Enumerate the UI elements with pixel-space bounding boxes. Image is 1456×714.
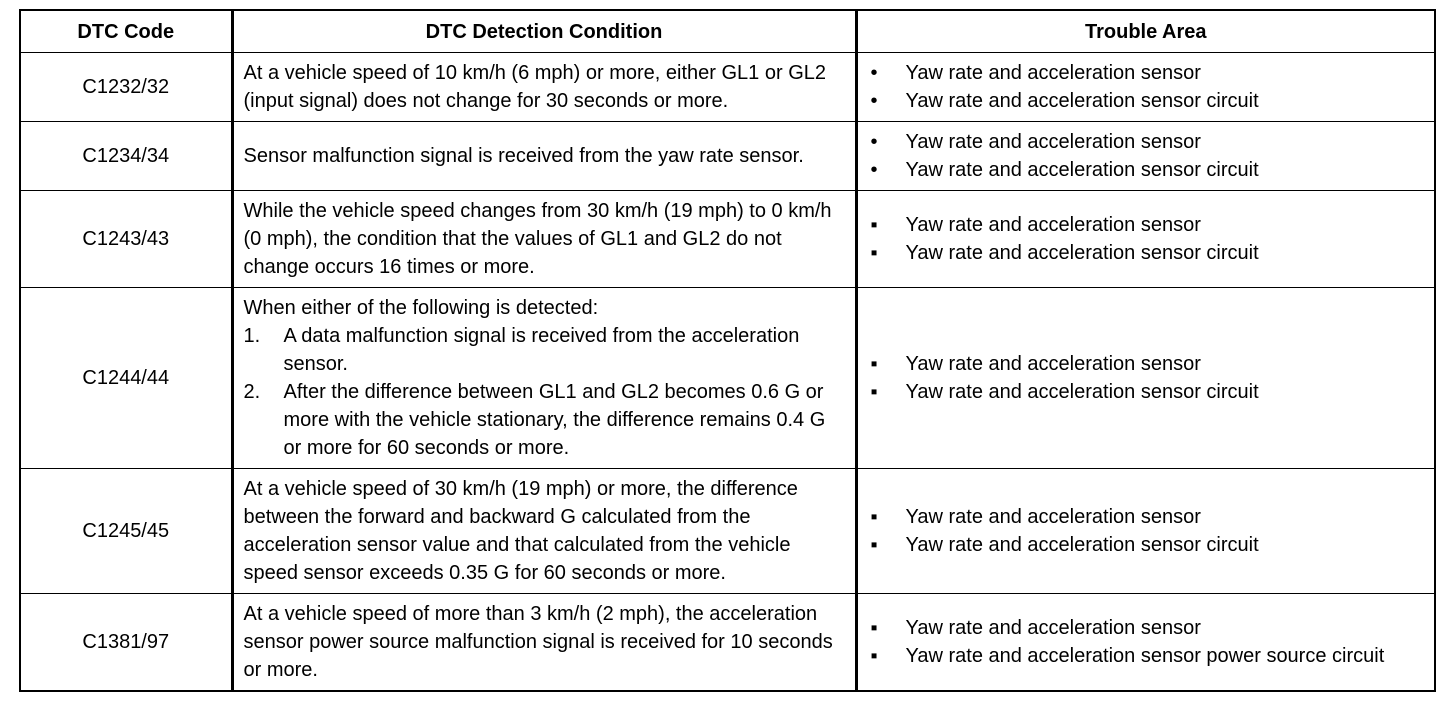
bullet-icon: ▪	[870, 242, 878, 264]
bullet-icon: ▪	[870, 353, 878, 375]
bullet-icon: •	[870, 90, 878, 112]
dtc-code: C1245/45	[20, 469, 232, 594]
bullet-icon: •	[870, 159, 878, 181]
trouble-area-item	[866, 128, 1427, 156]
bullet-icon: •	[870, 62, 878, 84]
trouble-area	[856, 288, 1435, 469]
trouble-area-item	[866, 614, 1427, 642]
bullet-icon: ▪	[870, 617, 878, 639]
trouble-area-text: Yaw rate and acceleration sensor	[905, 506, 1201, 528]
trouble-area-item	[866, 503, 1427, 531]
header-row	[20, 10, 1435, 53]
trouble-area-item	[866, 239, 1427, 267]
trouble-area-text: Yaw rate and acceleration sensor power source circuit	[905, 645, 1385, 667]
step-number: 2.	[243, 381, 261, 403]
table-row	[20, 288, 1435, 469]
bullet-icon: •	[870, 131, 878, 153]
trouble-area-item	[866, 378, 1427, 406]
trouble-area-text: Yaw rate and acceleration sensor	[905, 617, 1201, 639]
trouble-area-item	[866, 642, 1427, 670]
condition-step	[244, 322, 847, 378]
trouble-area	[856, 53, 1435, 122]
trouble-area	[856, 191, 1435, 288]
trouble-area	[856, 469, 1435, 594]
dtc-code: C1381/97	[20, 594, 232, 692]
table-row	[20, 469, 1435, 594]
header-detection-condition: DTC Detection Condition	[232, 10, 856, 53]
detection-condition: While the vehicle speed changes from 30 km/h (19 mph) to 0 km/h (0 mph), the condition that the values of GL1 and GL2 do not change occurs 16 times or more.	[232, 191, 856, 288]
trouble-area-item	[866, 531, 1427, 559]
trouble-area-text: Yaw rate and acceleration sensor circuit	[905, 534, 1259, 556]
trouble-area-text: Yaw rate and acceleration sensor circuit	[905, 159, 1259, 181]
dtc-code: C1234/34	[20, 122, 232, 191]
trouble-area-text: Yaw rate and acceleration sensor	[905, 62, 1201, 84]
detection-condition: At a vehicle speed of more than 3 km/h (2 mph), the acceleration sensor power source malfunction signal is received for 10 seconds or more.	[232, 594, 856, 692]
bullet-icon: ▪	[870, 214, 878, 236]
bullet-icon: ▪	[870, 645, 878, 667]
step-number: 1.	[243, 325, 261, 347]
trouble-area-text: Yaw rate and acceleration sensor circuit	[905, 90, 1259, 112]
dtc-table	[19, 9, 1436, 692]
dtc-code: C1243/43	[20, 191, 232, 288]
detection-condition	[232, 288, 856, 469]
header-dtc-code: DTC Code	[20, 10, 232, 53]
trouble-area	[856, 594, 1435, 692]
step-text: After the difference between GL1 and GL2 becomes 0.6 G or more with the vehicle stationary, the difference remains 0.4 G or more for 60 seconds or more.	[283, 381, 826, 459]
trouble-area-item	[866, 350, 1427, 378]
trouble-area-text: Yaw rate and acceleration sensor circuit	[905, 242, 1259, 264]
trouble-area-item	[866, 59, 1427, 87]
trouble-area-text: Yaw rate and acceleration sensor	[905, 353, 1201, 375]
dtc-code: C1232/32	[20, 53, 232, 122]
trouble-area-item	[866, 87, 1427, 115]
trouble-area-item	[866, 156, 1427, 184]
trouble-area	[856, 122, 1435, 191]
table-row	[20, 53, 1435, 122]
table-row	[20, 594, 1435, 692]
detection-condition: At a vehicle speed of 30 km/h (19 mph) or more, the difference between the forward and backward G calculated from the acceleration sensor value and that calculated from the vehicle speed sensor exceeds 0.35 G for 60 seconds or more.	[232, 469, 856, 594]
trouble-area-item	[866, 211, 1427, 239]
trouble-area-text: Yaw rate and acceleration sensor	[905, 214, 1201, 236]
bullet-icon: ▪	[870, 506, 878, 528]
condition-intro: When either of the following is detected:	[243, 297, 599, 319]
header-trouble-area: Trouble Area	[856, 10, 1435, 53]
bullet-icon: ▪	[870, 534, 878, 556]
table-row	[20, 122, 1435, 191]
detection-condition: Sensor malfunction signal is received from the yaw rate sensor.	[232, 122, 856, 191]
table-row	[20, 191, 1435, 288]
condition-step	[244, 378, 847, 462]
trouble-area-text: Yaw rate and acceleration sensor	[905, 131, 1201, 153]
dtc-code: C1244/44	[20, 288, 232, 469]
step-text: A data malfunction signal is received from the acceleration sensor.	[283, 325, 800, 375]
bullet-icon: ▪	[870, 381, 878, 403]
condition-steps	[244, 322, 847, 462]
trouble-area-text: Yaw rate and acceleration sensor circuit	[905, 381, 1259, 403]
detection-condition: At a vehicle speed of 10 km/h (6 mph) or more, either GL1 or GL2 (input signal) does not change for 30 seconds or more.	[232, 53, 856, 122]
